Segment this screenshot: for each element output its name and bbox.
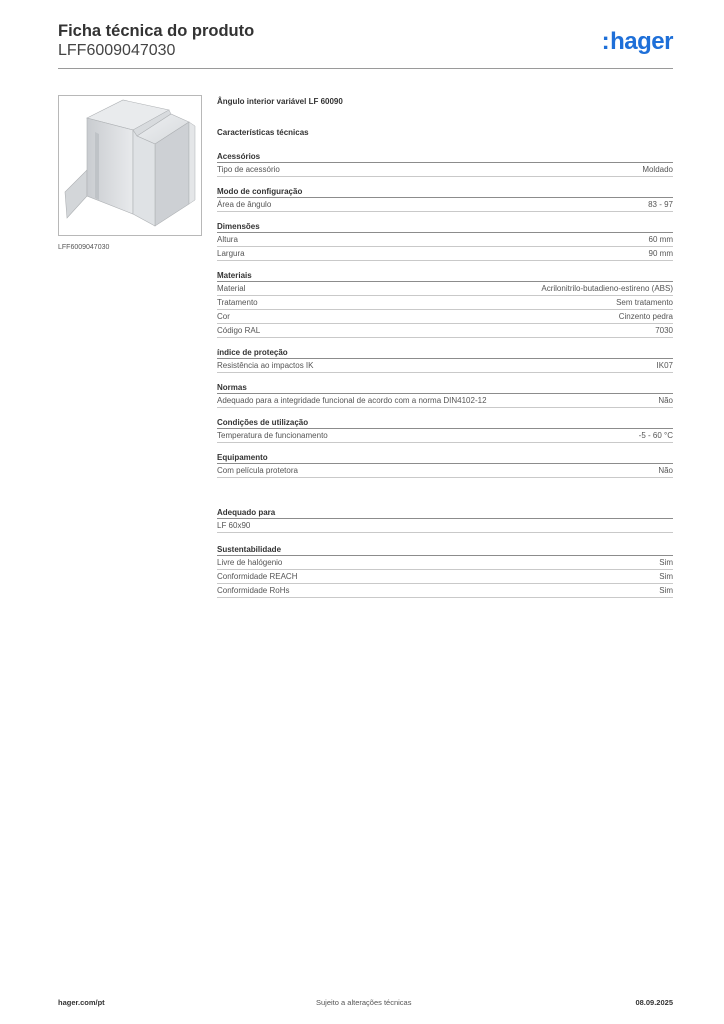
- spec-row: [217, 394, 673, 408]
- spec-row: [217, 296, 673, 310]
- group-heading: Sustentabilidade: [217, 543, 673, 556]
- spec-row: [217, 429, 673, 443]
- spec-value: Moldado: [642, 165, 673, 174]
- spec-label: Conformidade REACH: [217, 572, 298, 581]
- spec-label: Adequado para a integridade funcional de acordo com a norma DIN4102-12: [217, 396, 487, 405]
- spec-value: Não: [658, 396, 673, 405]
- spec-row: [217, 163, 673, 177]
- group-heading: Adequado para: [217, 506, 673, 519]
- section-title: Características técnicas: [217, 128, 309, 137]
- group-heading: Normas: [217, 381, 673, 394]
- group-heading: Materiais: [217, 269, 673, 282]
- spec-label: Material: [217, 284, 246, 293]
- group-heading: Dimensões: [217, 220, 673, 233]
- spec-value: -5 - 60 °C: [638, 431, 673, 440]
- spec-row: [217, 570, 673, 584]
- spec-label: Código RAL: [217, 326, 261, 335]
- spec-value: Sim: [659, 586, 673, 595]
- product-code: LFF6009047030: [58, 42, 176, 59]
- spec-row: [217, 519, 673, 533]
- image-caption: LFF6009047030: [58, 244, 110, 251]
- logo-text: hager: [610, 28, 673, 55]
- spec-value: Não: [658, 466, 673, 475]
- spec-row: [217, 247, 673, 261]
- spec-label: Largura: [217, 249, 245, 258]
- spec-label: Com película protetora: [217, 466, 298, 475]
- spec-label: Área de ângulo: [217, 200, 272, 209]
- spec-label: Livre de halógenio: [217, 558, 283, 567]
- spec-label: Cor: [217, 312, 230, 321]
- group-heading: Acessórios: [217, 150, 673, 163]
- suitable-group: [217, 506, 673, 533]
- spec-value: Cinzento pedra: [618, 312, 673, 321]
- spec-label: Altura: [217, 235, 238, 244]
- spec-group: [217, 269, 673, 338]
- spec-value: Sim: [659, 558, 673, 567]
- spec-label: LF 60x90: [217, 521, 251, 530]
- spec-content: [217, 97, 673, 598]
- spec-value: Sim: [659, 572, 673, 581]
- spec-value: 7030: [655, 326, 673, 335]
- spec-groups: [217, 150, 673, 478]
- footer-date: 08.09.2025: [635, 998, 673, 1007]
- spec-row: [217, 310, 673, 324]
- group-heading: Condições de utilização: [217, 416, 673, 429]
- spec-row: [217, 233, 673, 247]
- spec-value: Sem tratamento: [616, 298, 673, 307]
- spec-label: Resistência ao impactos IK: [217, 361, 314, 370]
- spec-group: [217, 381, 673, 408]
- spacer: [217, 478, 673, 498]
- spec-row: [217, 324, 673, 338]
- spec-label: Tratamento: [217, 298, 258, 307]
- group-heading: índice de proteção: [217, 346, 673, 359]
- spec-row: [217, 198, 673, 212]
- footer-note: Sujeito a alterações técnicas: [316, 998, 412, 1007]
- header-divider: [58, 68, 673, 69]
- spec-value: 83 - 97: [648, 200, 673, 209]
- spec-group: [217, 220, 673, 261]
- group-heading: Modo de configuração: [217, 185, 673, 198]
- spec-label: Conformidade RoHs: [217, 586, 290, 595]
- spec-row: [217, 282, 673, 296]
- group-heading: Equipamento: [217, 451, 673, 464]
- spec-label: Temperatura de funcionamento: [217, 431, 328, 440]
- spec-row: [217, 359, 673, 373]
- spec-label: Tipo de acessório: [217, 165, 280, 174]
- footer-website-link[interactable]: hager.com/pt: [58, 998, 105, 1007]
- spec-row: [217, 464, 673, 478]
- document-title: Ficha técnica do produto: [58, 22, 255, 40]
- spec-group: [217, 150, 673, 177]
- spec-value: IK07: [656, 361, 673, 370]
- sustainability-group: [217, 543, 673, 598]
- angle-product-illustration: [59, 96, 201, 235]
- spec-value: Acrilonitrilo-butadieno-estireno (ABS): [541, 284, 673, 293]
- page-header: [58, 22, 673, 70]
- product-name: Ângulo interior variável LF 60090: [217, 97, 343, 106]
- spec-row: [217, 584, 673, 598]
- spec-group: [217, 346, 673, 373]
- spec-value: 60 mm: [648, 235, 673, 244]
- product-image: [58, 95, 202, 236]
- spec-group: [217, 451, 673, 478]
- spec-group: [217, 185, 673, 212]
- spec-value: 90 mm: [648, 249, 673, 258]
- hager-logo[interactable]: [602, 28, 673, 56]
- spec-group: [217, 416, 673, 443]
- logo-colon-icon: :: [601, 28, 610, 55]
- spec-row: [217, 556, 673, 570]
